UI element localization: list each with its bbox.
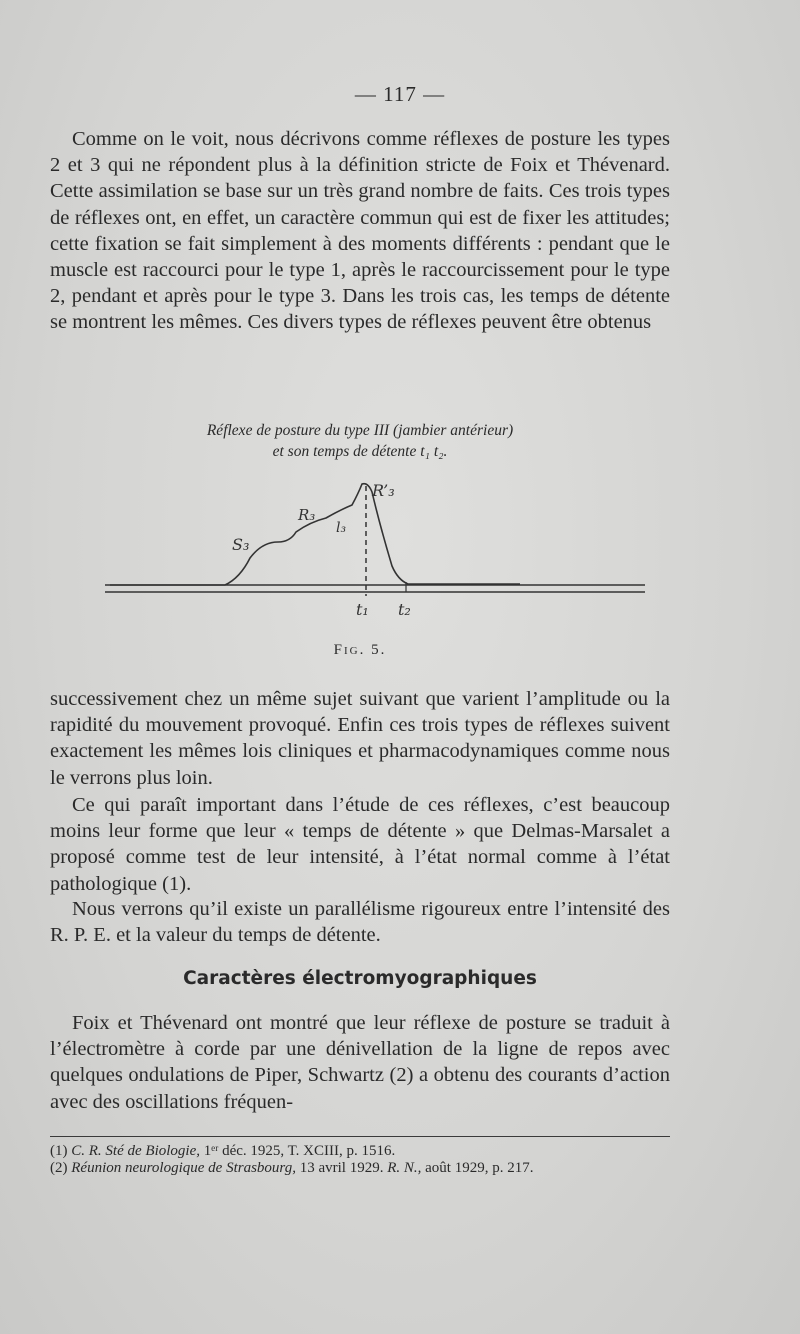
- footnote-2: [50, 1160, 670, 1177]
- reflex-curve: [110, 484, 520, 585]
- footnote-2-date: 13 avril 1929.: [295, 1160, 388, 1176]
- figure-caption-line-2: et son temps de détente t₁ t₂.: [272, 443, 448, 460]
- footnote-2-source-2: R. N.,: [387, 1160, 422, 1176]
- page-number: — 117 —: [354, 82, 446, 106]
- label-r3: R₃: [298, 506, 316, 524]
- footnote-1-detail: 1ᵉʳ déc. 1925, T. XCIII, p. 1516.: [199, 1143, 396, 1159]
- footnote-1-source: C. R. Sté de Biologie,: [71, 1143, 200, 1159]
- footnote-2-number: (2): [50, 1160, 68, 1176]
- paragraph-3: Ce qui paraît important dans l’étude de ces réflexes, c’est beaucoup moins leur forme que leur « temps de détente » que Delmas-Marsalet a proposé comme test de leur intensité, à l’état normal comme à l’état pathologique (1).: [50, 794, 670, 895]
- footnote-2-source: Réunion neurologique de Strasbourg,: [71, 1160, 296, 1176]
- reflex-figure: [100, 470, 660, 630]
- footnote-2-detail: août 1929, p. 217.: [421, 1160, 534, 1176]
- figure-caption: [0, 420, 720, 462]
- label-t2: t₂: [398, 600, 411, 619]
- footnotes: [50, 1143, 670, 1177]
- paragraph-1: Comme on le voit, nous décrivons comme réflexes de posture les types 2 et 3 qui ne répondent plus à la définition stricte de Foix et Thévenard. Cette assimilation se base sur un très grand nombre de faits. Ces trois types de réflexes ont, en effet, un caractère commun qui est de fixer les attitudes; cette fixation se fait simplement à des moments différents : pendant que le muscle est raccourci pour le type 1, après le raccourcissement pour le type 2, pendant et après pour le type 3. Dans les trois cas, les temps de détente se montrent les mêmes. Ces divers types de réflexes peuvent être obtenus: [50, 128, 670, 334]
- paragraph-5: Foix et Thévenard ont montré que leur réflexe de posture se traduit à l’électromètre à corde par une dénivellation de la ligne de repos avec quelques ondulations de Piper, Schwartz (2) a obtenu des courants d’action avec des oscillations fréquen-: [50, 1012, 670, 1113]
- paragraph-2: successivement chez un même sujet suivant que varient l’amplitude ou la rapidité du mouvement provoqué. Enfin ces trois types de réflexes suivent exactement les mêmes lois cliniques et pharmacodynamiques comme nous le verrons plus loin.: [50, 688, 670, 789]
- section-heading: Caractères électromyographiques: [183, 968, 537, 989]
- figure-number: Fig. 5.: [333, 642, 387, 658]
- footnote-rule: [50, 1136, 670, 1137]
- label-t1: t₁: [356, 600, 369, 619]
- footnote-1-number: (1): [50, 1143, 68, 1159]
- footnote-1: [50, 1143, 670, 1160]
- figure-caption-line-1: Réflexe de posture du type III (jambier antérieur): [206, 422, 514, 439]
- paragraph-4: Nous verrons qu’il existe un parallélisme rigoureux entre l’intensité des R. P. E. et la valeur du temps de détente.: [50, 898, 670, 947]
- label-l3: l₃: [336, 520, 347, 536]
- label-s3: S₃: [232, 535, 250, 554]
- label-r3-prime: R’₃: [372, 481, 395, 500]
